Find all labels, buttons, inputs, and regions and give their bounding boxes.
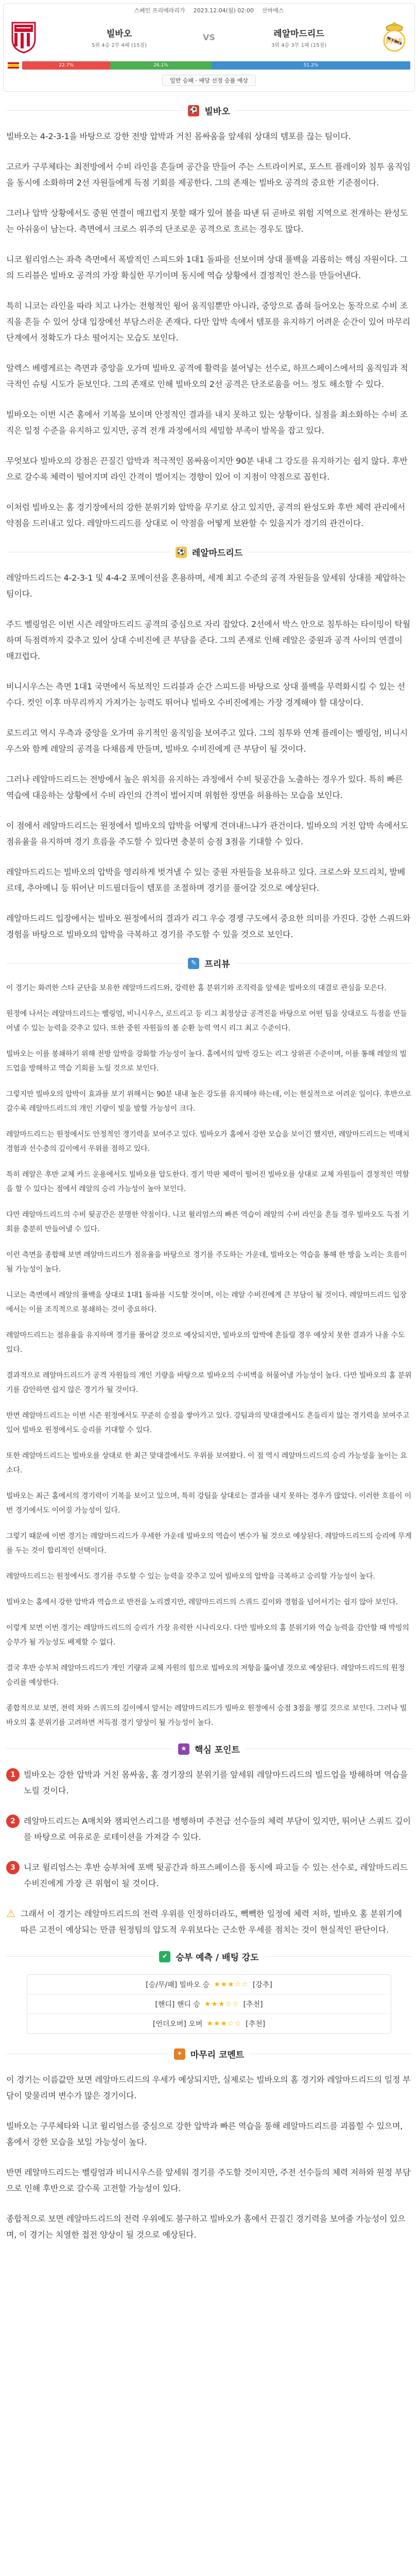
final-section (0, 2047, 418, 2243)
vs-label: VS (203, 32, 215, 42)
away-crest-icon (378, 19, 410, 55)
analysis-paragraph: 이 경기는 화려한 스타 군단을 보유한 레알마드리드와, 강력한 홈 분위기와 조직력을 앞세운 빌바오의 대결로 관심을 모은다. (6, 984, 387, 992)
pick-row (27, 2014, 391, 2033)
analysis-paragraph: 결국 후반 승부처 레알마드리드가 개인 기량과 교체 자원의 힘으로 빌바오의 저항을 뚫어낼 것으로 예상된다. 레알마드리드의 원정 승리를 예상한다. (6, 1664, 405, 1687)
key-points (6, 1767, 412, 1891)
analysis-paragraph: 그렇지만 빌바오의 압박이 효과를 보기 위해서는 90분 내내 높은 강도를 유지해야 하는데, 이는 현실적으로 어려운 일이다. 후반으로 갈수록 레알마드리드의 개인 기량이 빛을 발할 가능성이 크다. (6, 1090, 411, 1113)
home-team (40, 26, 199, 48)
key-point-text: 빌바오는 강한 압박과 거친 몸싸움, 홈 경기장의 분위기를 앞세워 레알마드리드의 빌드업을 방해하며 역습을 노릴 것이다. (24, 1770, 408, 1795)
pick-stars: ★★★☆☆ (214, 1980, 249, 1989)
match-meta (8, 7, 410, 15)
preview-paragraphs (6, 128, 412, 531)
pick-section-icon: ✔ (159, 1951, 170, 1962)
preview-paragraph: 이처럼 빌바오는 홈 경기장에서의 강한 분위기와 압박을 무기로 삼고 있지만, 공격의 완성도와 후반 체력 관리에서 약점을 드러내고 있다. 레알마드리드를 상대로 이 약점을 어떻게 보완할 수 있을지가 경기의 관건이다. (6, 502, 406, 528)
analysis-paragraph: 원정에 나서는 레알마드리드는 벨링엄, 비니시우스, 로드리고 등 리그 최정상급 공격진을 바탕으로 어떤 팀을 상대로도 득점을 만들어낼 수 있는 능력을 갖추고 있다. 또한 중원 자원들의 볼 순환 능력 역시 리그 최고 수준이다. (6, 1010, 407, 1032)
pick-card (27, 1974, 391, 2034)
preview-paragraph: 무엇보다 빌바오의 강점은 끈질긴 압박과 적극적인 몸싸움이지만 90분 내내 그 강도를 유지하기는 쉽지 않다. 후반으로 갈수록 체력이 떨어지며 라인 간격이 벌어지는 경향이 있어 이 지점이 약점으로 꼽힌다. (6, 456, 408, 482)
preview-paragraph: 빌바오는 이번 시즌 홈에서 기복을 보이며 안정적인 결과를 내지 못하고 있는 상황이다. 실점을 최소화하는 수비 조직은 일정 수준을 유지하고 있지만, 공격 전개 과정에서의 세밀함 부족이 발목을 잡고 있다. (6, 410, 408, 435)
away-team-record: 3위 4승 3무 1패 (15점) (271, 42, 326, 48)
preview-paragraph: 고르카 구루체타는 최전방에서 수비 라인을 흔들며 공간을 만들어 주는 스트라이커로, 포스트 플레이와 침투 움직임을 동시에 소화하며 2선 자원들에게 득점 기회를 제공한다. 그의 존재는 빌바오 공격의 중요한 기준점이다. (6, 162, 411, 188)
preview-section (0, 104, 418, 531)
analysis-paragraph: 레알마드리드는 원정에서도 경기를 주도할 수 있는 능력을 갖추고 있어 빌바오의 압박을 극복하고 승리할 가능성이 높다. (6, 1572, 375, 1581)
analysis-paragraph: 빌바오는 이를 봉쇄하기 위해 전방 압박을 강화할 가능성이 높다. 홈에서의 압박 강도는 리그 상위권 수준이며, 이를 통해 레알의 빌드업을 방해하고 역습 기회를 노릴 것으로 보인다. (6, 1050, 407, 1073)
key-section-icon: ★ (178, 1743, 189, 1755)
key-point-item (6, 1767, 412, 1799)
analysis-paragraph: 또한 레알마드리드는 빌바오를 상대로 한 최근 맞대결에서도 우위를 보여왔다. 이 점 역시 레알마드리드의 승리 가능성을 높이는 요소다. (6, 1452, 407, 1475)
number-badge: 3 (6, 1861, 20, 1874)
away-section-title (6, 546, 412, 558)
preview-paragraph: 특히 니코는 라인을 따라 치고 나가는 전형적인 윙어 움직임뿐만 아니라, 중앙으로 좁혀 들어오는 동작으로 수비 조직을 흔들 수 있어 상대 입장에선 부담스러운 존재다. 다만 압박 속에서 템포를 유지하기 어려운 순간이 있어 마무리 단계에서 정확도가 다소 떨어지는 모습도 보인다. (6, 301, 410, 343)
away-paragraph: 주드 벨링엄은 이번 시즌 레알마드리드 공격의 중심으로 자리 잡았다. 2선에서 박스 안으로 침투하는 타이밍이 탁월하며 득점력까지 갖추고 있어 상대 수비진에 큰 부담을 준다. 그의 존재로 인해 레알은 중원과 공격 사이의 연결이 매끄럽다. (6, 619, 411, 661)
conclusion-callout (6, 1906, 412, 1938)
preview-title: 빌바오 (204, 107, 230, 117)
analysis-title: 프리뷰 (204, 959, 230, 970)
pick-note: [추천] (246, 2020, 266, 2028)
final-paragraph: 빌바오는 구루체타와 니코 윌리엄스를 중심으로 강한 압박과 빠른 역습을 통해 레알마드리드를 괴롭힐 수 있으며, 홈에서 강한 모습을 보일 가능성이 높다. (6, 2121, 403, 2147)
away-paragraphs (6, 570, 412, 942)
pick-title: 승부 예측 / 배팅 강도 (176, 1953, 259, 1963)
key-point-item (6, 1859, 412, 1891)
pick-row (27, 1975, 391, 1994)
away-title: 레알마드리드 (191, 548, 243, 558)
number-badge: 1 (6, 1768, 20, 1782)
probability-segment: 22.7% (22, 61, 110, 70)
away-paragraph: 레알마드리드는 빌바오의 압박을 영리하게 벗겨낼 수 있는 중원 자원들을 보유하고 있다. 크로스와 모드리치, 발베르데, 추아메니 등 뛰어난 미드필더들이 템포를 조절하며 경기를 풀어갈 것으로 예상된다. (6, 867, 406, 893)
final-section-icon: ✦ (174, 2048, 185, 2060)
analysis-paragraph: 레알마드리드는 원정에서도 안정적인 경기력을 보여주고 있다. 빌바오가 홈에서 강한 모습을 보이긴 했지만, 레알마드리드는 빅매치 경험과 선수층의 깊이에서 우위를 점하고 있다. (6, 1130, 410, 1153)
analysis-paragraph: 종합적으로 보면, 전력 차와 스쿼드의 깊이에서 앞서는 레알마드리드가 빌바오 원정에서 승점 3점을 챙길 것으로 보인다. 그러나 빌바오의 홈 분위기를 고려하면 저득점 경기 양상이 될 가능성이 높다. (6, 1704, 407, 1727)
away-section (0, 546, 418, 942)
preview-paragraph: 알렉스 베렝게르는 측면과 중앙을 오가며 빌바오 공격에 활력을 불어넣는 선수로, 하프스페이스에서의 움직임과 적극적인 슈팅 시도가 돋보인다. 그의 존재로 인해 빌바오의 2선 공격은 단조로움을 어느 정도 해소할 수 있다. (6, 363, 408, 389)
away-paragraph: 로드리고 역시 우측과 중앙을 오가며 유기적인 움직임을 보여주고 있다. 그의 침투와 연계 플레이는 벨링엄, 비니시우스와 함께 레알의 공격을 다채롭게 만들며, 빌바오 수비진에게 큰 부담이 될 것이다. (6, 728, 408, 754)
preview-section-title (6, 104, 412, 117)
final-paragraph: 종합적으로 보면 레알마드리드의 전력 우위에도 불구하고 빌바오가 홈에서 끈질긴 경기력을 보여줄 가능성이 있으며, 이 경기는 치열한 접전 양상이 될 것으로 예상된다. (6, 2214, 406, 2240)
analysis-paragraph: 다만 레알마드리드의 수비 뒷공간은 분명한 약점이다. 니코 윌리엄스의 빠른 역습이 레알의 수비 라인을 흔들 경우 빌바오도 득점 기회를 충분히 만들어낼 수 있다. (6, 1211, 409, 1233)
away-section-icon: ⚽ (176, 547, 187, 558)
key-section (0, 1742, 418, 1938)
spain-flag-icon (8, 62, 19, 69)
final-title: 마무리 코멘트 (190, 2050, 245, 2060)
away-paragraph: 레알마드리드 입장에서는 빌바오 원정에서의 결과가 리그 우승 경쟁 구도에서 중요한 의미를 가진다. 강한 스쿼드와 경험을 바탕으로 빌바오의 압박을 극복하고 경기를 주도할 수 있을 것으로 보인다. (6, 913, 411, 939)
probability-segment: 51.2% (212, 61, 410, 70)
key-section-title (6, 1742, 412, 1755)
analysis-paragraph: 이런 측면을 종합해 보면 레알마드리드가 점유율을 바탕으로 경기를 주도하는 가운데, 빌바오는 역습을 통해 한 방을 노리는 흐름이 될 가능성이 높다. (6, 1251, 407, 1274)
probability-segment: 26.1% (110, 61, 212, 70)
analysis-page (0, 3, 418, 2288)
analysis-paragraph: 결과적으로 레알마드리드가 공격 자원들의 개인 기량을 바탕으로 빌바오의 수비벽을 허물어낼 가능성이 높다. 다만 빌바오의 홈 분위기를 감안하면 쉽지 않은 경기가 될 것이다. (6, 1371, 412, 1394)
pick-section-title (6, 1950, 412, 1963)
home-team-record: 5위 4승 2무 4패 (15점) (92, 42, 147, 48)
conclusion-text: 그래서 이 경기는 레알마드리드의 전력 우위를 인정하더라도, 빽빽한 일정에 체력 저하, 빌바오 홈 분위기에 따른 고전이 예상되는 만큼 원정팀의 압도적 우위보다는 근소한 우세를 점치는 것이 현실적인 판단이다. (21, 1909, 402, 1935)
prediction-subbar (8, 75, 410, 86)
pick-note: [추천] (243, 2000, 263, 2009)
analysis-paragraph: 반면 레알마드리드는 이번 시즌 원정에서도 꾸준히 승점을 쌓아가고 있다. 강팀과의 맞대결에서도 흔들리지 않는 경기력을 보여주고 있어 빌바오 원정에서도 승리를 기대할 수 있다. (6, 1412, 410, 1434)
preview-paragraph: 니코 윌리엄스는 좌측 측면에서 폭발적인 스피드와 1대1 돌파를 선보이며 상대 풀백을 괴롭히는 핵심 자원이다. 그의 드리블은 빌바오 공격의 가장 확실한 무기이며 동시에 역습 상황에서 결정적인 찬스를 만들어낸다. (6, 255, 408, 280)
analysis-paragraph: 레알마드리드는 점유율을 유지하며 경기를 풀어갈 것으로 예상되지만, 빌바오의 압박에 흔들릴 경우 예상치 못한 결과가 나올 수도 있다. (6, 1331, 405, 1354)
pick-label: [핸디] 핸디 승 (155, 2000, 200, 2009)
analysis-paragraph: 빌바오는 홈에서 강한 압박과 역습으로 반전을 노리겠지만, 레알마드리드의 스쿼드 깊이와 경험을 넘어서기는 쉽지 않아 보인다. (6, 1598, 398, 1606)
analysis-paragraph: 특히 레알은 후반 교체 카드 운용에서도 빌바오를 압도한다. 경기 막판 체력이 떨어진 빌바오를 상대로 교체 자원들이 결정적인 역할을 할 수 있다는 점에서 레알의 승리 가능성이 높아 보인다. (6, 1171, 409, 1193)
analysis-section-title (6, 957, 412, 970)
stadium-label: 산마메스 (262, 7, 284, 14)
analysis-paragraph: 빌바오는 최근 홈에서의 경기력이 기복을 보이고 있으며, 특히 강팀을 상대로는 결과를 내지 못하는 경우가 많았다. 이러한 흐름이 이번 경기에서도 이어질 가능성이 있다. (6, 1492, 411, 1515)
home-crest-icon (8, 19, 40, 55)
key-title: 핵심 포인트 (194, 1745, 240, 1755)
away-paragraph: 그러나 레알마드리드는 전방에서 높은 위치를 유지하는 과정에서 수비 뒷공간을 노출하는 경우가 있다. 특히 빠른 역습에 대응하는 상황에서 수비 라인의 간격이 벌어지며 위험한 장면을 허용하는 모습을 보인다. (6, 774, 403, 800)
teams-row (8, 18, 410, 56)
analysis-paragraph: 이렇게 보면 이번 경기는 레알마드리드의 승리가 가장 유력한 시나리오다. 다만 빌바오의 홈 분위기와 역습 능력을 감안할 때 박빙의 승부가 될 가능성도 배제할 수 없다. (6, 1624, 409, 1647)
pick-section (0, 1950, 418, 2034)
match-header (3, 3, 415, 92)
pick-label: [승/무/패] 빌바오 승 (146, 1980, 210, 1989)
key-point-text: 레알마드리드는 A매치와 챔피언스리그를 병행하며 주전급 선수들의 체력 부담이 있지만, 뛰어난 스쿼드 깊이를 바탕으로 여유로운 로테이션을 가져갈 수 있다. (24, 1816, 411, 1842)
match-datetime: 2023.12.04(월) 02:00 (193, 7, 254, 14)
svg-text:MCF: MCF (386, 38, 403, 46)
home-section-icon: ⚽ (188, 105, 199, 116)
analysis-paragraph: 그렇기 때문에 이번 경기는 레알마드리드가 우세한 가운데 빌바오의 역습이 변수가 될 것으로 예상된다. 레알마드리드의 승리에 무게를 두는 것이 합리적인 선택이다. (6, 1532, 412, 1555)
final-paragraph: 반면 레알마드리드는 벨링엄과 비니시우스를 앞세워 경기를 주도할 것이지만, 주전 선수들의 체력 저하와 원정 부담으로 인해 후반으로 갈수록 고전할 가능성이 있다. (6, 2167, 411, 2193)
away-team-name: 레알마드리드 (273, 28, 324, 39)
preview-paragraph: 그러나 압박 상황에서도 중원 연결이 매끄럽지 못할 때가 있어 볼을 따낸 뒤 곧바로 위험 지역으로 전개하는 완성도는 아쉬움이 남는다. 측면에서 크로스 위주의 단조로운 공격으로 흐르는 경우도 많다. (6, 208, 408, 234)
final-paragraphs (6, 2072, 412, 2243)
final-section-title (6, 2047, 412, 2060)
pick-stars: ★★★☆☆ (206, 2020, 242, 2028)
prediction-sub-label: 일반 승패 · 배당 선정 승률 예상 (162, 75, 256, 86)
preview-paragraph: 빌바오는 4-2-3-1을 바탕으로 강한 전방 압박과 거친 몸싸움을 앞세워 상대의 템포를 끊는 팀이다. (6, 131, 351, 141)
away-paragraph: 이 점에서 레알마드리드는 원정에서 빌바오의 압박을 어떻게 견뎌내느냐가 관건이다. 빌바오의 거친 압박 속에서도 점유율을 유지하며 경기 흐름을 주도할 수 있다면 충분히 승점 3점을 기대할 수 있다. (6, 821, 408, 846)
final-paragraph: 이 경기는 이름값만 보면 레알마드리드의 우세가 예상되지만, 실제로는 빌바오의 홈 경기와 레알마드리드의 일정 부담이 맞물리며 변수가 많은 경기이다. (6, 2075, 411, 2100)
away-team (219, 26, 378, 48)
number-badge: 2 (6, 1815, 20, 1828)
analysis-section-icon: ✎ (188, 958, 199, 969)
win-probability-bar (22, 61, 410, 70)
warning-icon: ⚠ (6, 1907, 15, 1920)
key-point-item (6, 1813, 412, 1845)
away-paragraph: 레알마드리드는 4-2-3-1 및 4-4-2 포메이션을 혼용하며, 세계 최고 수준의 공격 자원들을 앞세워 상대를 제압하는 팀이다. (6, 573, 406, 599)
analysis-paragraphs (6, 981, 412, 1730)
analysis-section (0, 957, 418, 1730)
analysis-paragraph: 니코는 측면에서 레알의 풀백을 상대로 1대1 돌파를 시도할 것이며, 이는 레알 수비진에게 큰 부담이 될 것이다. 레알마드리드 입장에서는 이를 조직적으로 봉쇄하는 것이 중요하다. (6, 1291, 407, 1314)
league-label: 스페인 프리메라리가 (134, 7, 185, 14)
pick-label: [언더오버] 오버 (152, 2020, 203, 2028)
away-paragraph: 비니시우스는 측면 1대1 국면에서 독보적인 드리블과 순간 스피드를 바탕으로 상대 풀백을 무력화시킬 수 있는 선수다. 컷인 이후 마무리까지 가져가는 능력도 뛰어나 빌바오 수비진에게는 가장 경계해야 할 대상이다. (6, 682, 405, 707)
pick-row (27, 1994, 391, 2014)
odds-bar-row (8, 61, 410, 70)
key-point-text: 니코 윌리엄스는 후반 승부처에 포백 뒷공간과 하프스페이스를 동시에 파고들 수 있는 선수로, 레알마드리드 수비진에게 가장 큰 위협이 될 것이다. (24, 1862, 408, 1888)
pick-note: [강추] (252, 1980, 272, 1989)
pick-stars: ★★★☆☆ (204, 1999, 239, 2008)
home-team-name: 빌바오 (106, 28, 132, 39)
